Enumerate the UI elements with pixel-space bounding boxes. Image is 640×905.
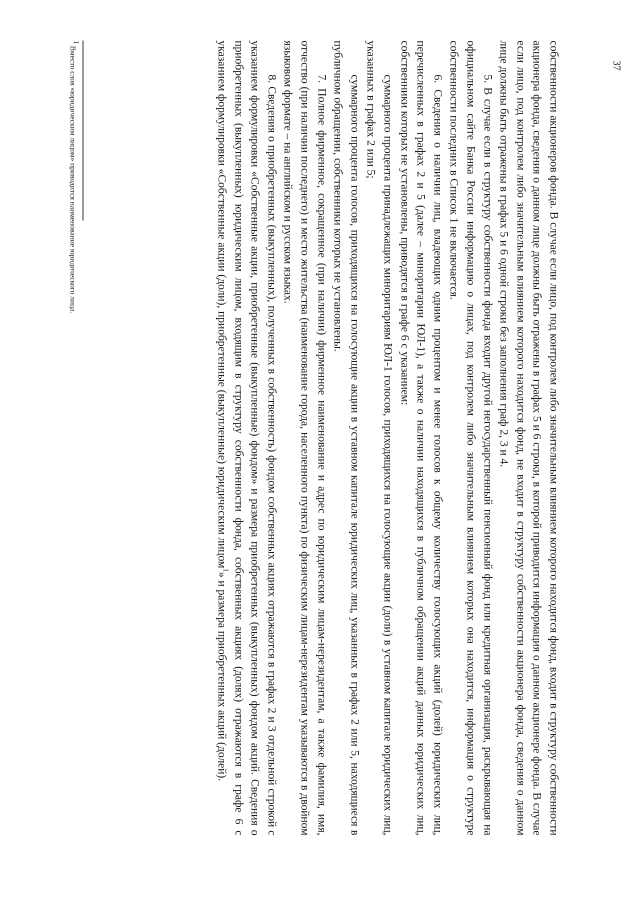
page-number: 37 xyxy=(610,60,622,71)
paragraph-6-item-2: суммарного процента голосов, приходящихся на голосующие акции в уставном капитале юридических лиц, указанных в графах 2 или 5, находящиеся в публичном обращении, собственники которых не установлены. xyxy=(331,40,361,836)
paragraph-continuation: собственности акционеров фонда. В случае если лицо, под контролем либо значительным влиянием которого находится фонд, входит в структуру собственности акционера фонда, сведения о данном лице должны быть отражены в графах 5 и 6 строки, в которой приводится информация о данном акционере фонда. В случае если лицо, под контролем либо значительным влиянием которого находится фонд, не входит в структуру собственности акционера фонда, сведения о данном лице должны быть отражены в графах 5 и 6 одной строки без заполнения граф 2, 3 и 4. xyxy=(497,40,560,836)
footnote xyxy=(68,41,78,836)
footnote-reference: 1 xyxy=(221,568,230,572)
paragraph-8-tail: » и размера приобретенных акций (долей). xyxy=(215,571,228,782)
footnote-divider xyxy=(83,41,84,221)
footnote-marker: 1 xyxy=(72,40,80,44)
paragraph-6: 6. Сведения о наличии лиц, владеющих одним процентом и менее голосов к общему количеству голосующих акций (долей) юридических лиц, перечисленных в графах 2 и 5 (далее – миноритарии ЮЛ-1), а также о наличии находящихся в публичном обращении акций данных юридических лиц, собственники которых не установлены, приводятся в графе 6 с указанием: xyxy=(398,40,444,836)
body-text xyxy=(213,41,561,836)
footnote-text: Вместо слов «юридическим лицом» приводится наименование юридического лица. xyxy=(68,45,78,314)
paragraph-6-item-1: суммарного процента принадлежащих миноритариям ЮЛ-1 голосов, приходящихся на голосующие акции (доли) в уставном капитале юридических лиц, указанных в графах 2 или 5; xyxy=(364,40,394,836)
paragraph-7: 7. Полное фирменное, сокращенное (при наличии) фирменное наименование и адрес по юридическим лицам-нерезидентам, а также фамилия, имя, отчество (при наличии последнего) и место жительства (наименование города, населенного пункта) по физическим лицам-нерезидентам указываются в двойном языковом формате – на английском и русском языках. xyxy=(282,40,328,836)
paragraph-5: 5. В случае если в структуру собственности фонда входит другой негосударственный пенсионный фонд или кредитная организация, раскрывающая на официальном сайте Банка России информацию о лицах, под контролем либо значительным влиянием которых она находится, информация о структуре собственности последних в Список 1 не включается. xyxy=(447,40,494,836)
paragraph-8 xyxy=(213,41,279,836)
rotated-page-content xyxy=(40,41,562,836)
paragraph-8-text: 8. Сведения о приобретенных (выкупленных), полученных в собственность) фондом собственных акциях отражаются в графах 2 и 3 отдельной строкой с указанием формулировки «Собственные акции, приобретенные (выкупленные) фондом» и размера приобретенных (выкупленных) фондом акций. Сведения о приобретенных (выкупленных) юридическим лицом, входящим в структуру собственности фонда, собственных акциях (долях) отражаются в графе 6 с указанием формулировки «Собственные акции (доли), приобретенные (выкупленные) юридическим лицом xyxy=(215,40,278,836)
